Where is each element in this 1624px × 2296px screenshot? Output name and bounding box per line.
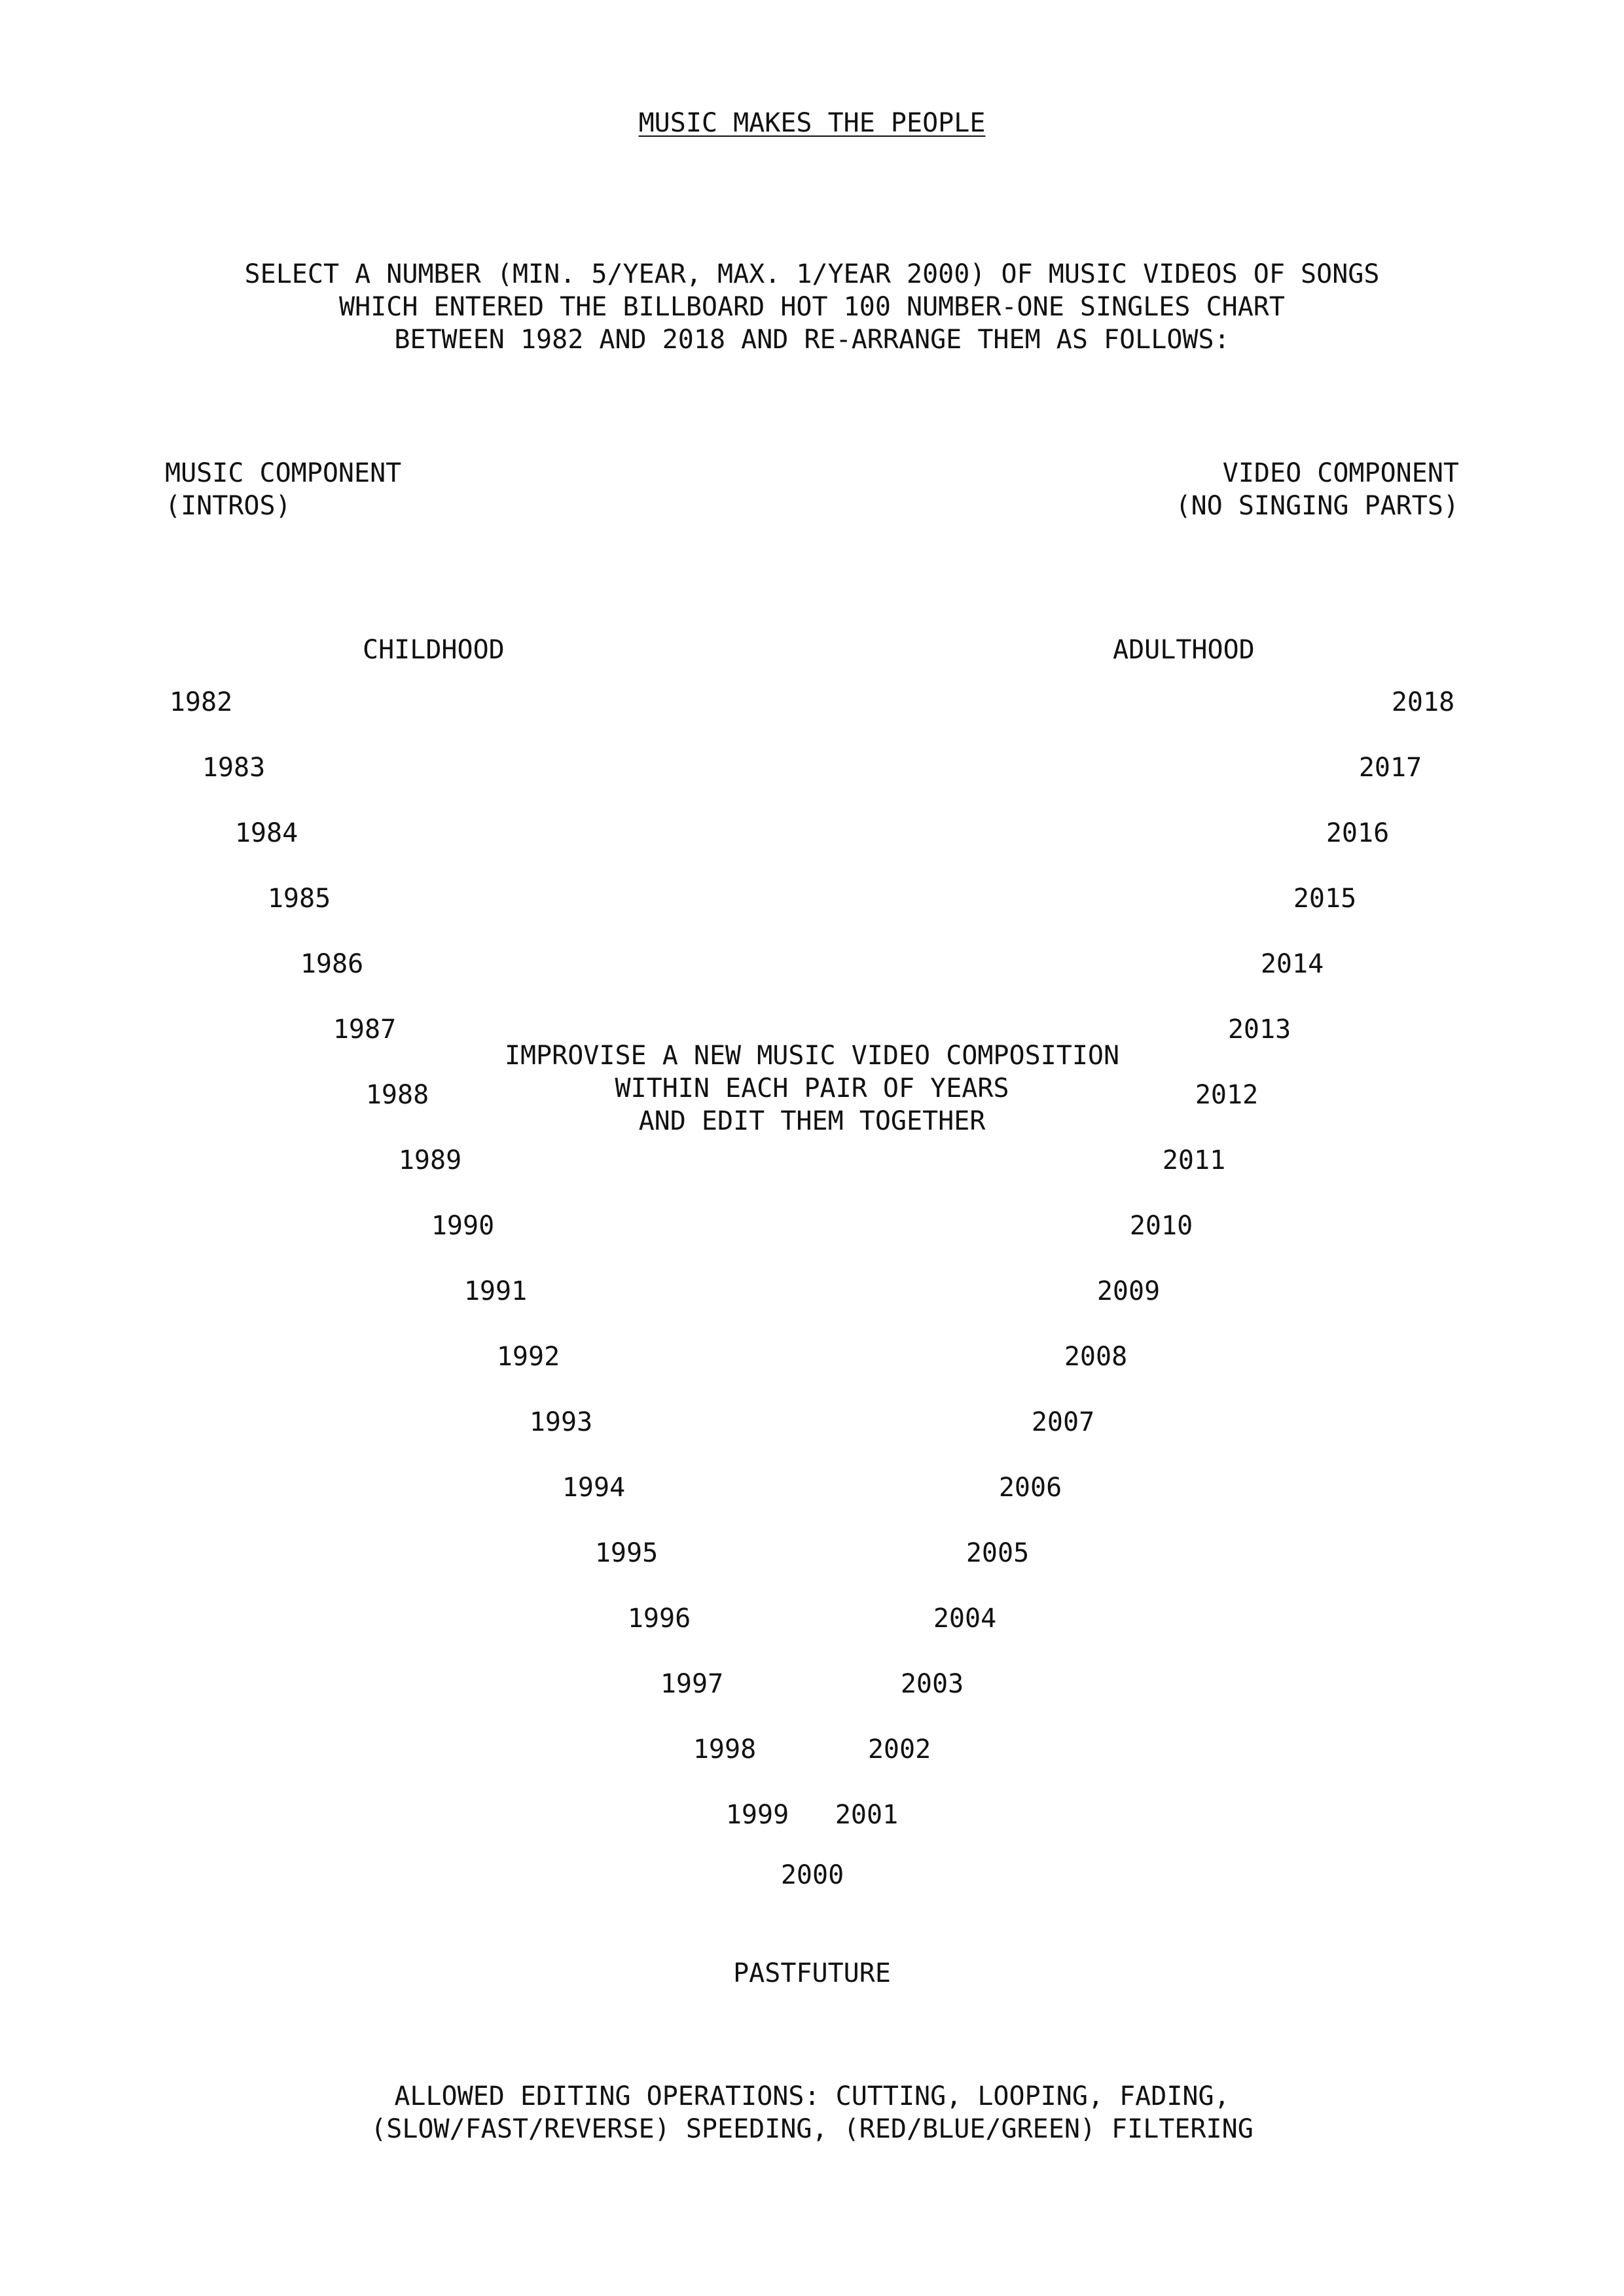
- improvise-block: [0, 1039, 1624, 1138]
- music-component-label: MUSIC COMPONENT: [165, 458, 402, 488]
- year-label-1991: 1991: [463, 1276, 528, 1306]
- year-label-1998: 1998: [693, 1734, 757, 1765]
- year-label-2013: 2013: [1227, 1014, 1291, 1045]
- year-label-2008: 2008: [1064, 1342, 1128, 1372]
- improvise-line: AND EDIT THEM TOGETHER: [638, 1106, 986, 1136]
- adulthood-label: ADULTHOOD: [1113, 635, 1255, 665]
- year-label-2011: 2011: [1162, 1145, 1226, 1175]
- allowed-operations: [0, 2080, 1624, 2145]
- year-label-2007: 2007: [1031, 1407, 1095, 1437]
- music-component: [165, 457, 401, 522]
- instruction-line: WHICH ENTERED THE BILLBOARD HOT 100 NUMBER-ONE SINGLES CHART: [339, 292, 1285, 322]
- year-label-1986: 1986: [300, 949, 364, 979]
- childhood-label: CHILDHOOD: [363, 635, 505, 665]
- year-label-1982: 1982: [169, 687, 233, 717]
- video-component: [1176, 457, 1459, 522]
- instruction-line: SELECT A NUMBER (MIN. 5/YEAR, MAX. 1/YEAR 2000) OF MUSIC VIDEOS OF SONGS: [244, 259, 1380, 289]
- year-label-2006: 2006: [998, 1473, 1062, 1503]
- year-label-1987: 1987: [333, 1014, 397, 1045]
- video-component-sub: (NO SINGING PARTS): [1175, 491, 1459, 521]
- year-label-2018: 2018: [1391, 687, 1455, 717]
- instructions-block: [0, 258, 1624, 356]
- year-label-1985: 1985: [267, 884, 331, 914]
- year-label-2014: 2014: [1260, 949, 1324, 979]
- allowed-operations-line: (SLOW/FAST/REVERSE) SPEEDING, (RED/BLUE/GREEN) FILTERING: [370, 2114, 1254, 2144]
- year-label-2015: 2015: [1293, 884, 1357, 914]
- pastfuture-label: PASTFUTURE: [733, 1958, 891, 1988]
- year-label-2016: 2016: [1326, 818, 1390, 848]
- year-label-2005: 2005: [965, 1538, 1030, 1568]
- year-label-1992: 1992: [496, 1342, 560, 1372]
- year-label-2012: 2012: [1195, 1080, 1259, 1110]
- year-label-2003: 2003: [900, 1669, 964, 1699]
- year-label-1984: 1984: [234, 818, 298, 848]
- year-label-1993: 1993: [529, 1407, 593, 1437]
- improvise-line: WITHIN EACH PAIR OF YEARS: [615, 1073, 1009, 1103]
- allowed-operations-line: ALLOWED EDITING OPERATIONS: CUTTING, LOOPING, FADING,: [394, 2081, 1230, 2111]
- page-title: MUSIC MAKES THE PEOPLE: [638, 108, 986, 138]
- year-label-2002: 2002: [867, 1734, 931, 1765]
- year-label-2017: 2017: [1358, 753, 1422, 783]
- year-label-2009: 2009: [1096, 1276, 1161, 1306]
- year-label-1990: 1990: [431, 1211, 495, 1241]
- year-label-1997: 1997: [660, 1669, 724, 1699]
- instruction-line: BETWEEN 1982 AND 2018 AND RE-ARRANGE THEM AS FOLLOWS:: [394, 325, 1230, 355]
- improvise-line: IMPROVISE A NEW MUSIC VIDEO COMPOSITION: [504, 1041, 1120, 1071]
- music-component-sub: (INTROS): [165, 491, 291, 521]
- year-label-2001: 2001: [835, 1800, 899, 1830]
- year-label-1996: 1996: [627, 1604, 691, 1634]
- year-label-2010: 2010: [1129, 1211, 1193, 1241]
- year-label-2000: 2000: [780, 1860, 844, 1890]
- video-component-label: VIDEO COMPONENT: [1222, 458, 1459, 488]
- year-label-1994: 1994: [562, 1473, 626, 1503]
- year-label-1988: 1988: [365, 1080, 429, 1110]
- year-label-2004: 2004: [933, 1604, 997, 1634]
- year-label-1999: 1999: [725, 1800, 789, 1830]
- year-label-1989: 1989: [398, 1145, 462, 1175]
- year-label-1995: 1995: [594, 1538, 659, 1568]
- year-label-1983: 1983: [202, 753, 266, 783]
